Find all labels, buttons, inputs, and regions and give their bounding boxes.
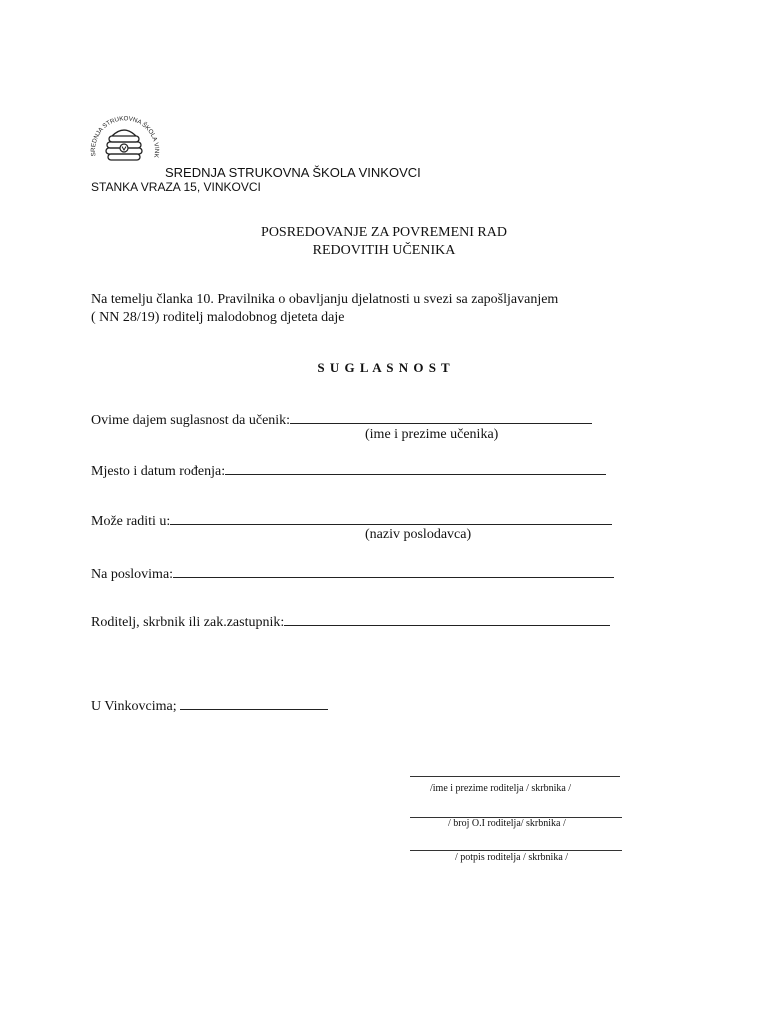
jobs-label: Na poslovima: [91, 567, 174, 582]
consent-heading: S U G L A S N O S T [317, 360, 451, 375]
school-logo-icon [84, 100, 164, 180]
student-blank[interactable] [290, 409, 592, 424]
student-hint: (ime i prezime učenika) [365, 427, 499, 442]
parent-row [91, 611, 610, 631]
jobs-blank[interactable] [173, 563, 614, 578]
logo-text: SREDNJA STRUKOVNA ŠKOLA VINK [89, 115, 161, 159]
birth-blank[interactable] [225, 460, 606, 475]
employer-blank[interactable] [170, 510, 612, 525]
sign-signature-line[interactable] [410, 850, 622, 851]
employer-hint: (naziv poslodavca) [365, 527, 472, 542]
place-row [91, 695, 328, 715]
doc-title-line1: POSREDOVANJE ZA POVREMENI RAD [261, 225, 507, 240]
place-label: U Vinkovcima; [91, 699, 177, 714]
school-address: STANKA VRAZA 15, VINKOVCI [91, 180, 261, 194]
jobs-row [91, 563, 614, 583]
id-caption: / broj O.I roditelja/ skrbnika / [448, 818, 566, 829]
name-signature-line[interactable] [410, 776, 620, 777]
school-logo [84, 100, 164, 180]
birth-row [91, 460, 606, 480]
school-name: SREDNJA STRUKOVNA ŠKOLA VINKOVCI [165, 165, 421, 180]
employer-label: Može raditi u: [91, 514, 171, 529]
employer-row [91, 510, 612, 530]
name-caption: /ime i prezime roditelja / skrbnika / [430, 783, 572, 794]
intro-line1: Na temelju članka 10. Pravilnika o obavljanju djelatnosti u svezi sa zapošljavanjem [91, 292, 559, 307]
sign-caption: / potpis roditelja / skrbnika / [455, 852, 569, 863]
birth-label: Mjesto i datum rođenja: [91, 464, 226, 479]
student-row [91, 409, 592, 429]
doc-title-line2: REDOVITIH UČENIKA [312, 243, 456, 258]
date-blank[interactable] [180, 695, 328, 710]
parent-label: Roditelj, skrbnik ili zak.zastupnik: [91, 615, 285, 630]
intro-line2: ( NN 28/19) roditelj malodobnog djeteta daje [91, 310, 345, 325]
parent-blank[interactable] [284, 611, 610, 626]
student-label: Ovime dajem suglasnost da učenik: [91, 413, 291, 428]
